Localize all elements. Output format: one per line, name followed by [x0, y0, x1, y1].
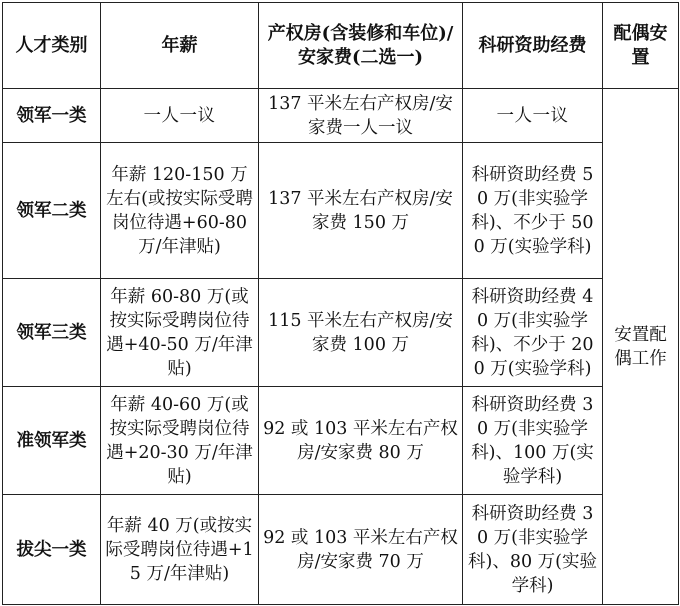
row-salary: 年薪 40 万(或按实际受聘岗位待遇+15 万/年津贴): [101, 495, 259, 605]
row-research: 科研资助经费 30 万(非实验学科)、100 万(实验学科): [463, 387, 603, 495]
row-category: 领军三类: [3, 279, 101, 387]
row-salary: 一人一议: [101, 89, 259, 143]
row-salary: 年薪 120-150 万左右(或按实际受聘岗位待遇+60-80 万/年津贴): [101, 143, 259, 279]
row-research: 科研资助经费 40 万(非实验学科)、不少于 200 万(实验学科): [463, 279, 603, 387]
row-housing: 92 或 103 平米左右产权房/安家费 70 万: [259, 495, 463, 605]
header-salary: 年薪: [101, 3, 259, 89]
row-salary: 年薪 40-60 万(或按实际受聘岗位待遇+20-30 万/年津贴): [101, 387, 259, 495]
spouse-placement-cell: 安置配偶工作: [603, 89, 679, 605]
table-row: [3, 89, 679, 143]
header-spouse: 配偶安置: [603, 3, 679, 89]
header-category: 人才类别: [3, 3, 101, 89]
table-row: [3, 387, 679, 495]
row-housing: 92 或 103 平米左右产权房/安家费 80 万: [259, 387, 463, 495]
talent-benefits-table: [2, 2, 679, 605]
row-category: 领军二类: [3, 143, 101, 279]
table-row: [3, 143, 679, 279]
row-housing: 137 平米左右产权房/安家费 150 万: [259, 143, 463, 279]
table-row: [3, 279, 679, 387]
row-housing: 115 平米左右产权房/安家费 100 万: [259, 279, 463, 387]
table-header-row: [3, 3, 679, 89]
header-housing: 产权房(含装修和车位)/安家费(二选一): [259, 3, 463, 89]
row-category: 准领军类: [3, 387, 101, 495]
row-category: 拔尖一类: [3, 495, 101, 605]
row-research: 科研资助经费 30 万(非实验学科)、80 万(实验学科): [463, 495, 603, 605]
row-category: 领军一类: [3, 89, 101, 143]
table-row: [3, 495, 679, 605]
row-research: 科研资助经费 50 万(非实验学科)、不少于 500 万(实验学科): [463, 143, 603, 279]
row-salary: 年薪 60-80 万(或按实际受聘岗位待遇+40-50 万/年津贴): [101, 279, 259, 387]
row-research: 一人一议: [463, 89, 603, 143]
row-housing: 137 平米左右产权房/安家费一人一议: [259, 89, 463, 143]
header-research: 科研资助经费: [463, 3, 603, 89]
